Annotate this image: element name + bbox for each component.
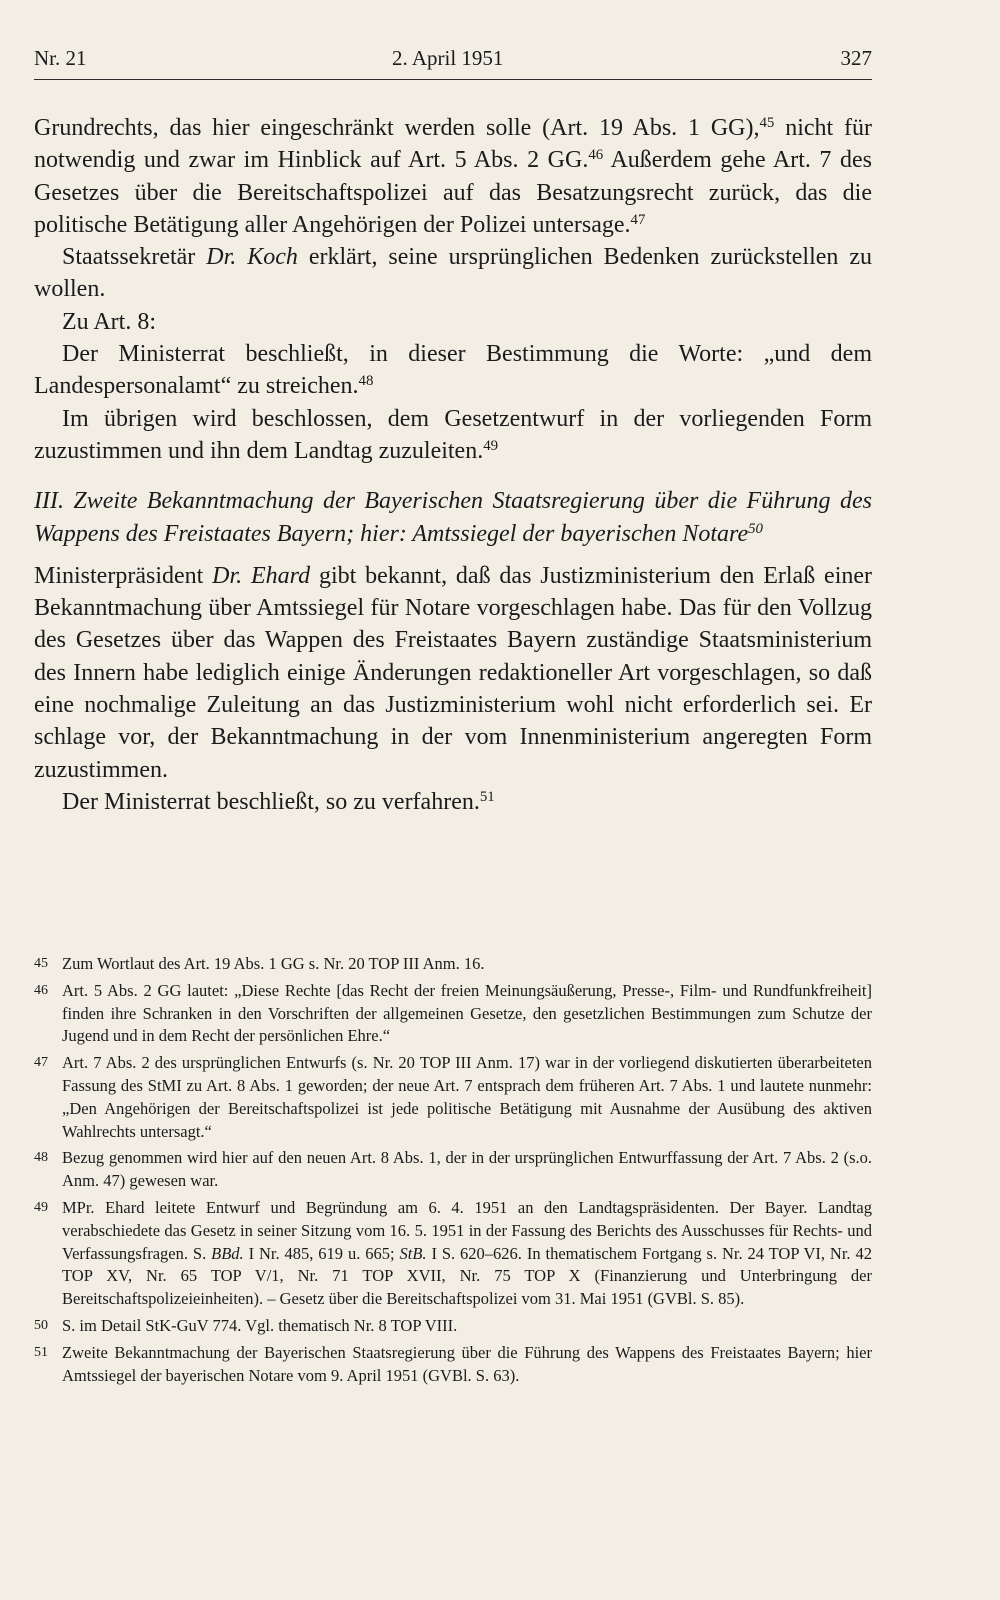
paragraph-beschluss-3: [34, 786, 872, 818]
footnote-48: [34, 1147, 872, 1193]
text-segment: erklärt, seine ursprünglichen Bedenken zurückstellen zu wollen.: [34, 244, 873, 303]
footnote-text: I Nr. 485, 619 u. 665;: [243, 1243, 400, 1263]
footnote-49: [34, 1197, 872, 1311]
footnote-text: Zum Wortlaut des Art. 19 Abs. 1 GG s. Nr. 20 TOP III Anm. 16.: [62, 954, 485, 973]
footnote-text: StB.: [399, 1243, 427, 1263]
heading-text: III. Zweite Bekanntmachung der Bayerischen Staatsregierung über die Führung des Wappens des Freistaates Bayern; hier: Amtssiegel der bayerischen Notare: [34, 488, 872, 547]
document-number: Nr. 21: [34, 46, 87, 70]
footnote-text: Bezug genommen wird hier auf den neuen Art. 8 Abs. 1, der in der ursprünglichen Entwurffassung der Art. 7 Abs. 2 (s.o. Anm. 47) gewesen war.: [62, 1148, 872, 1191]
paragraph-beschluss-2: [34, 403, 872, 468]
text-segment: gibt bekannt, daß das Justizministerium den Erlaß einer Bekanntmachung über Amtssiegel für Notare vorgeschlagen habe. Das für den Vollzug des Gesetzes über das Wappen des Freistaates Bayern zuständige Staatsministerium des Innern habe lediglich einige Änderungen redaktioneller Art vorgeschlagen, so daß eine nochmalige Zuleitung an das Justizministerium wohl nicht erforderlich sei. Er schlage vor, der Bekanntmachung in der vom Innenministerium angeregten Form zuzustimmen.: [34, 562, 872, 783]
text-segment: Außerdem gehe Art. 7 des Gesetzes über die Bereitschaftspolizei auf das Besatzungsrecht zurück, das die politische Betätigung aller Angehörigen der Polizei untersage.: [34, 147, 873, 238]
text-segment: Grundrechts, das hier eingeschränkt werden solle (Art. 19 Abs. 1 GG),: [34, 115, 760, 141]
footnote-text: Art. 5 Abs. 2 GG lautet: „Diese Rechte [das Recht der freien Meinungsäußerung, Presse-, Film- und Rundfunkfreiheit] finden ihre Schranken in den Vorschriften der allgemeinen Gesetze, den gesetzlichen Bestimmungen zum Schutze der Jugend und in dem Recht der persönlichen Ehre.“: [62, 980, 872, 1046]
footnote-ref: 50: [748, 520, 763, 537]
footnote-number: 50: [34, 1317, 48, 1333]
footnote-ref: 46: [588, 147, 604, 164]
speaker-title: Dr.: [212, 562, 243, 589]
footnote-number: 45: [34, 956, 48, 971]
session-date: 2. April 1951: [392, 46, 504, 70]
main-text: [34, 112, 872, 818]
footnote-number: 51: [34, 1344, 48, 1360]
footnote-ref: 48: [358, 373, 374, 390]
footnote-number: 48: [34, 1150, 48, 1166]
text-segment: Im übrigen wird beschlossen, dem Gesetzentwurf in der vorliegenden Form zuzustimmen und ihn dem Landtag zuzuleiten.: [34, 405, 872, 464]
footnote-number: 47: [34, 1055, 48, 1071]
footnote-47: [34, 1052, 872, 1143]
speaker-name: Ehard: [251, 562, 311, 589]
footnote-51: [34, 1342, 872, 1388]
paragraph-koch: [34, 241, 872, 306]
footnote-46: [34, 980, 872, 1048]
footnote-text: S. im Detail StK-GuV 774. Vgl. thematisch Nr. 8 TOP VIII.: [62, 1315, 458, 1335]
running-header: [34, 46, 872, 76]
page-number: 327: [840, 46, 872, 70]
text-segment: Der Ministerrat beschließt, so zu verfahren.: [62, 788, 480, 815]
header-rule: [34, 79, 872, 80]
footnote-number: 49: [34, 1199, 48, 1215]
footnote-text: MPr. Ehard leitete Entwurf und Begründung am 6. 4. 1951 an den Landtagspräsidenten. Der Bayer. Landtag verabschiedete das Gesetz in seiner Sitzung vom 16. 5. 1951 in der Fassung des Berichts des Ausschusses für Rechts- und Verfassungsfragen. S.: [62, 1197, 872, 1263]
footnote-text: Art. 7 Abs. 2 des ursprünglichen Entwurfs (s. Nr. 20 TOP III Anm. 17) war in der vorliegend diskutierten überarbeiteten Fassung des StMI zu Art. 8 Abs. 1 geworden; der neue Art. 7 entsprach dem früheren Art. 7 Abs. 1 und lautete nunmehr: „Den Angehörigen der Bereitschaftspolizei ist jede politische Betätigung mit Ausnahme der Ausübung des aktiven Wahlrechts untersagt.“: [62, 1053, 872, 1141]
text-segment: Der Ministerrat beschließt, in dieser Bestimmung die Worte: „und dem Landespersonalamt“ zu streichen.: [34, 341, 872, 400]
text-segment: Ministerpräsident: [34, 562, 213, 589]
text-segment: Staatssekretär: [62, 244, 207, 271]
footnote-45: [34, 953, 872, 976]
footnote-number: 46: [34, 982, 48, 998]
paragraph-grundrechts: [34, 112, 872, 241]
footnote-text: I S. 620–626. In thematischem Fortgang s. Nr. 24 TOP VI, Nr. 42 TOP XV, Nr. 65 TOP V/1, Nr. 71 TOP XVII, Nr. 75 TOP X (Finanzierung und Unterbringung der Bereitschaftspolizeieinheiten). – Gesetz über die Bereitschaftspolizei vom 31. Mai 1951 (GVBl. S. 85).: [62, 1243, 872, 1309]
section-heading-iii: [34, 485, 872, 550]
footnote-ref: 47: [630, 211, 646, 228]
footnote-ref: 49: [483, 437, 499, 454]
paragraph-beschluss-1: [34, 338, 872, 403]
speaker-title: Dr.: [206, 244, 237, 271]
footnotes: [34, 953, 872, 1391]
footnote-ref: 51: [479, 788, 495, 805]
footnote-50: [34, 1315, 872, 1338]
footnote-text: BBd.: [211, 1243, 244, 1263]
text-segment: nicht für notwendig und zwar im Hinblick auf Art. 5 Abs. 2 GG.: [34, 115, 872, 174]
paragraph-ehard: [34, 560, 872, 786]
paragraph-zu-art-8: Zu Art. 8:: [62, 308, 156, 335]
speaker-name: Koch: [247, 244, 298, 271]
footnote-ref: 45: [759, 114, 775, 131]
footnote-text: Zweite Bekanntmachung der Bayerischen Staatsregierung über die Führung des Wappens des Freistaates Bayern; hier Amtssiegel der bayerischen Notare vom 9. April 1951 (GVBl. S. 63).: [62, 1342, 872, 1385]
